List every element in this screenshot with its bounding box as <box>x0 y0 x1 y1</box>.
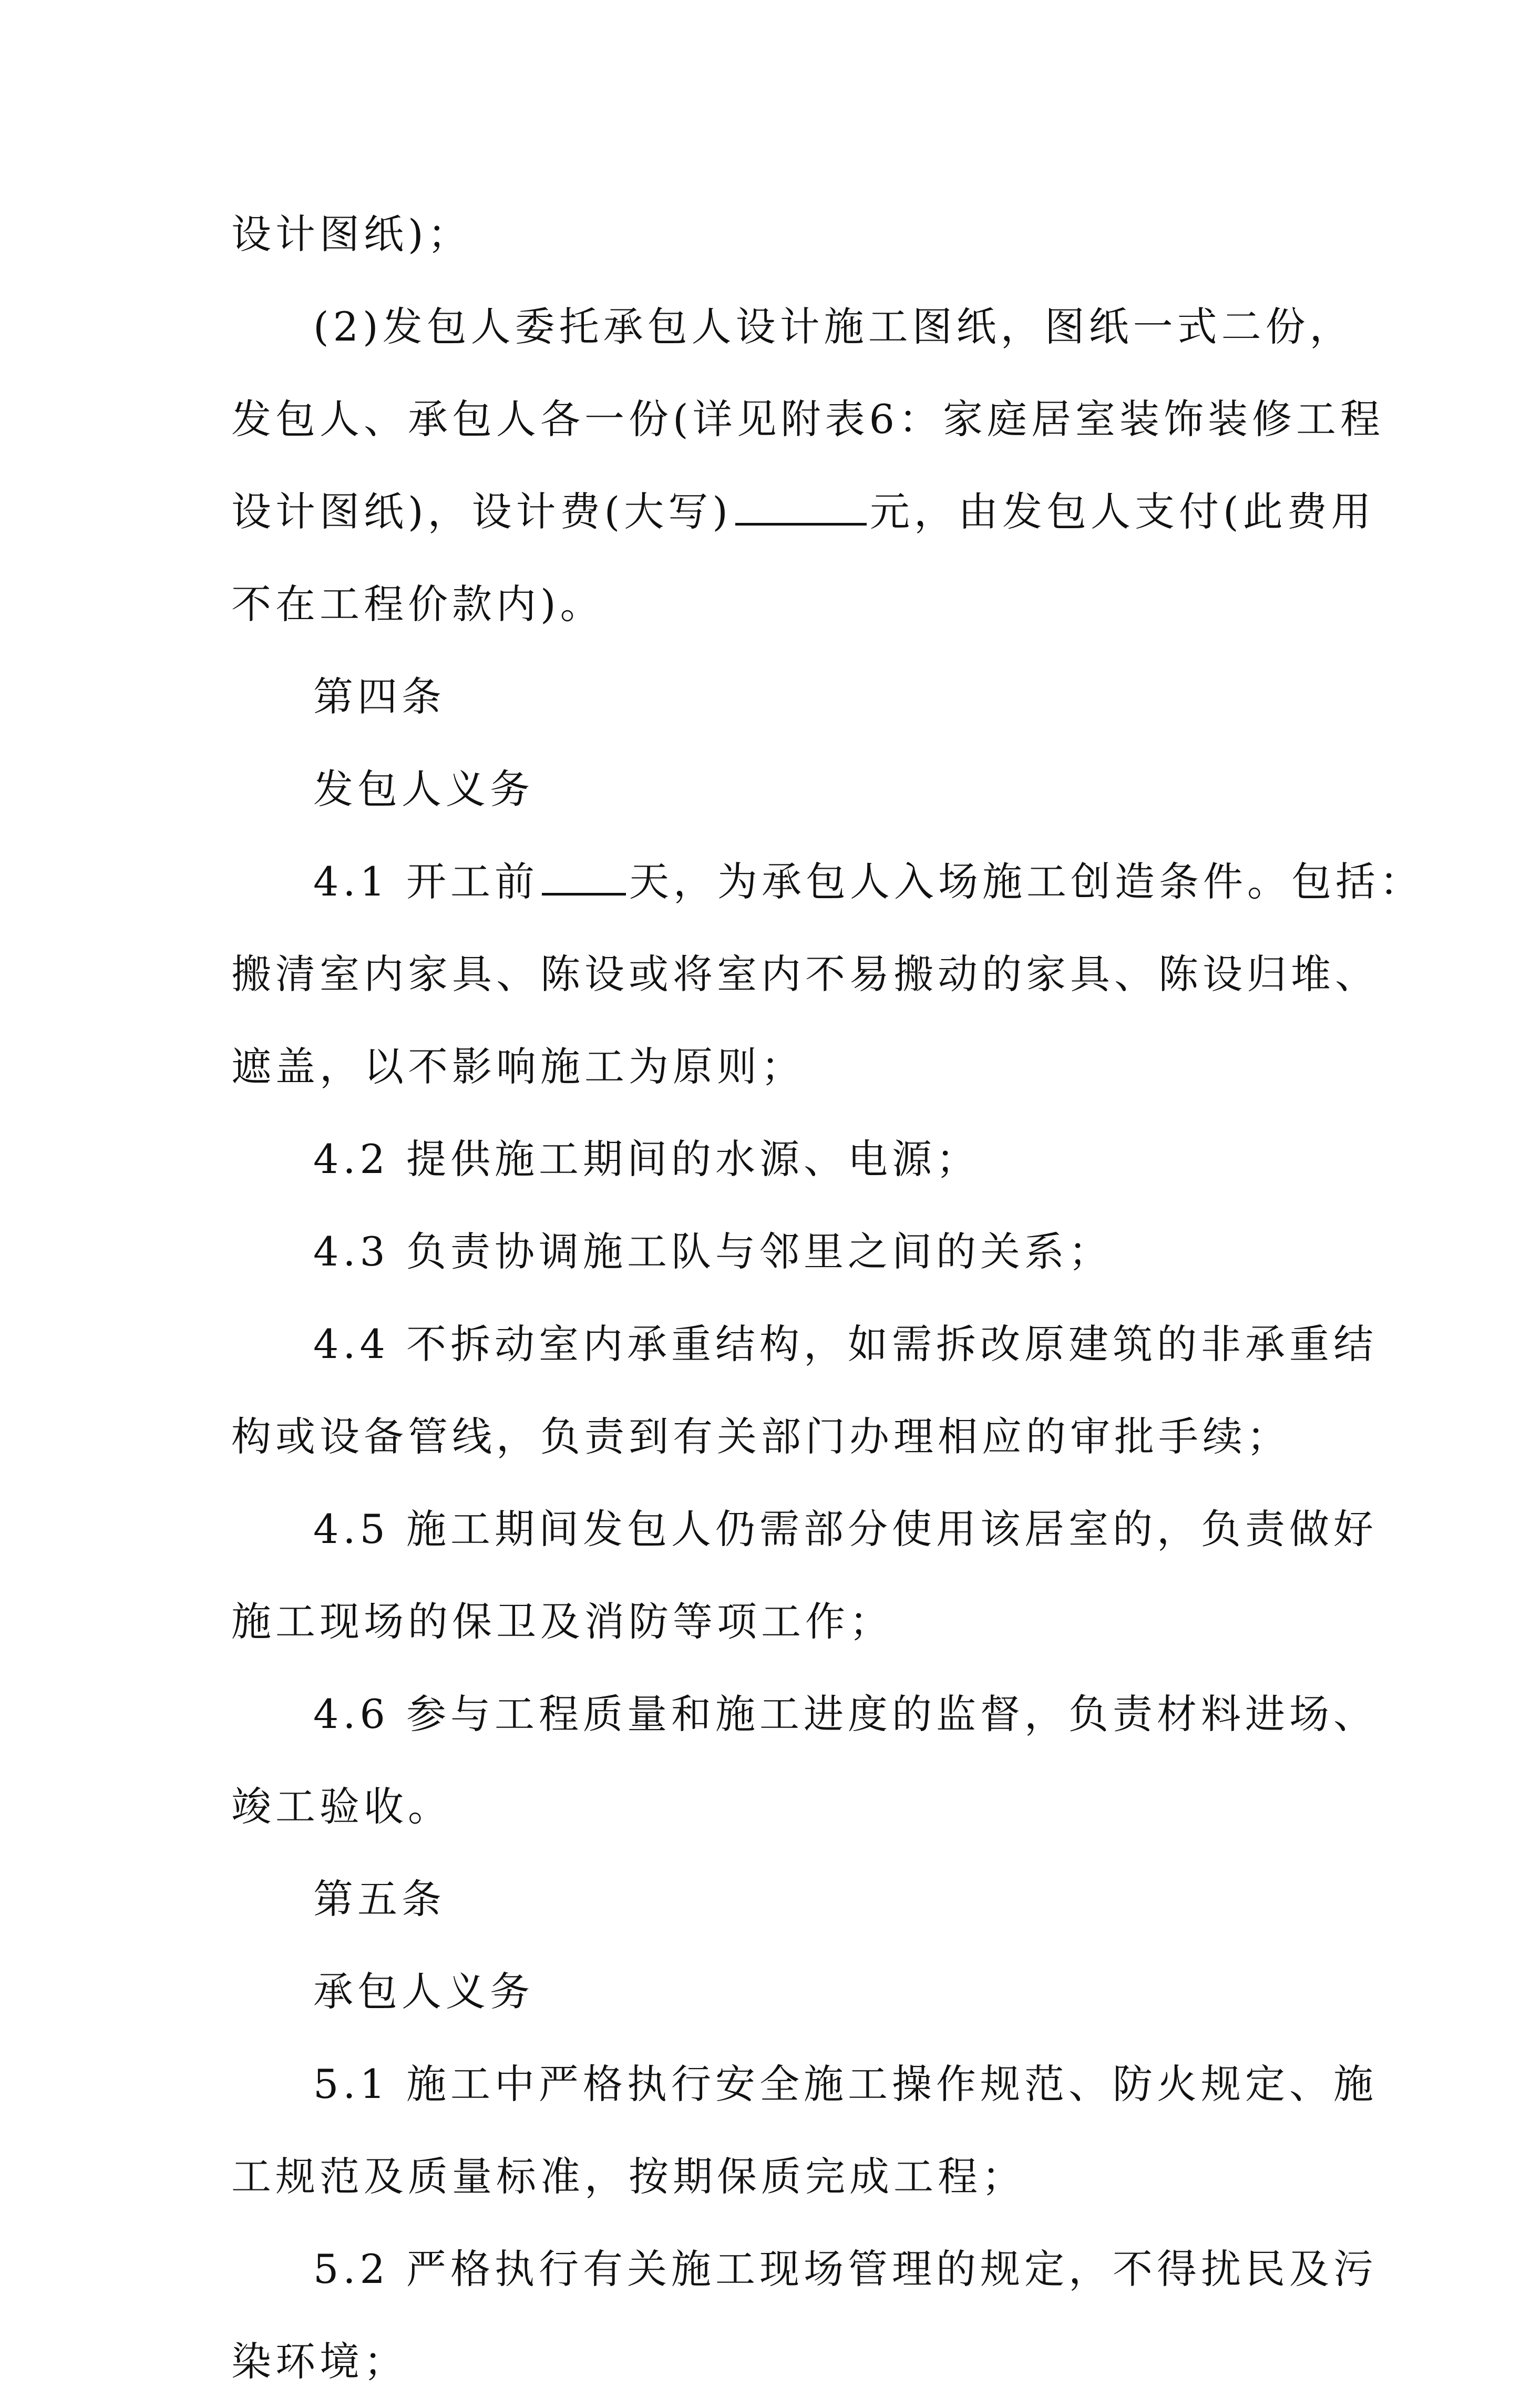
text: 设计图纸)； <box>231 211 472 258</box>
text-line <box>231 1668 1378 1761</box>
text-line <box>231 1576 1295 1668</box>
text-line <box>231 2316 1295 2408</box>
text: 竣工验收。 <box>231 1783 452 1830</box>
text-line <box>231 281 1354 373</box>
text: 发包人、承包人各一份(详见附表6：家庭居室装饰装修工程 <box>231 396 1385 443</box>
text: 4.3 负责协调施工队与邻里之间的关系； <box>313 1228 1113 1275</box>
text: 遮盖，以不影响施工为原则； <box>231 1043 805 1090</box>
text: 4.5 施工期间发包人仍需部分使用该居室的，负责做好 <box>313 1506 1378 1552</box>
text-line <box>231 1391 1295 1483</box>
text: 第五条 <box>313 1876 446 1922</box>
text-line <box>231 836 1424 928</box>
text: 第四条 <box>313 673 446 720</box>
text: 4.2 提供施工期间的水源、电源； <box>313 1136 981 1182</box>
text: 4.1 开工前 <box>313 858 539 905</box>
text-line <box>231 1298 1378 1391</box>
text-line <box>231 928 1379 1021</box>
article-title <box>231 1946 1295 2038</box>
text-line <box>231 1021 1295 1113</box>
text: 天，为承包人入场施工创造条件。包括： <box>629 858 1424 905</box>
text: 承包人义务 <box>313 1968 534 2015</box>
text: 5.1 施工中严格执行安全施工操作规范、防火规定、施 <box>313 2061 1378 2107</box>
article-number <box>231 651 1295 743</box>
text-line <box>231 1761 1295 1853</box>
fill-in-blank <box>542 861 626 896</box>
text: 不在工程价款内)。 <box>231 581 604 627</box>
text: 搬清室内家具、陈设或将室内不易搬动的家具、陈设归堆、 <box>231 951 1379 997</box>
text-line <box>231 373 1385 466</box>
text-line <box>231 1483 1378 1576</box>
text: 发包人义务 <box>313 766 534 812</box>
text-line <box>231 2223 1378 2316</box>
article-title <box>231 743 1295 836</box>
text: 工规范及质量标准，按期保质完成工程； <box>231 2153 1026 2200</box>
text-line <box>231 466 1375 558</box>
text-line <box>231 1113 1295 1206</box>
text: 施工现场的保卫及消防等项工作； <box>231 1598 893 1645</box>
text: 元，由发包人支付(此费用 <box>869 488 1375 535</box>
text: 5.2 严格执行有关施工现场管理的规定，不得扰民及污 <box>313 2246 1378 2292</box>
text-line <box>231 1206 1295 1298</box>
text: (2)发包人委托承包人设计施工图纸，图纸一式二份， <box>313 303 1354 350</box>
text: 设计图纸)，设计费(大写) <box>231 488 732 535</box>
text-line <box>231 558 1295 651</box>
article-number <box>231 1853 1295 1946</box>
text: 4.6 参与工程质量和施工进度的监督，负责材料进场、 <box>313 1691 1378 1737</box>
fill-in-blank <box>735 491 867 526</box>
text-line <box>231 2038 1378 2131</box>
text-line <box>231 2131 1295 2223</box>
text: 染环境； <box>231 2338 408 2385</box>
text-line <box>231 188 1295 281</box>
text: 构或设备管线，负责到有关部门办理相应的审批手续； <box>231 1413 1291 1460</box>
text: 4.4 不拆动室内承重结构，如需拆改原建筑的非承重结 <box>313 1321 1378 1367</box>
